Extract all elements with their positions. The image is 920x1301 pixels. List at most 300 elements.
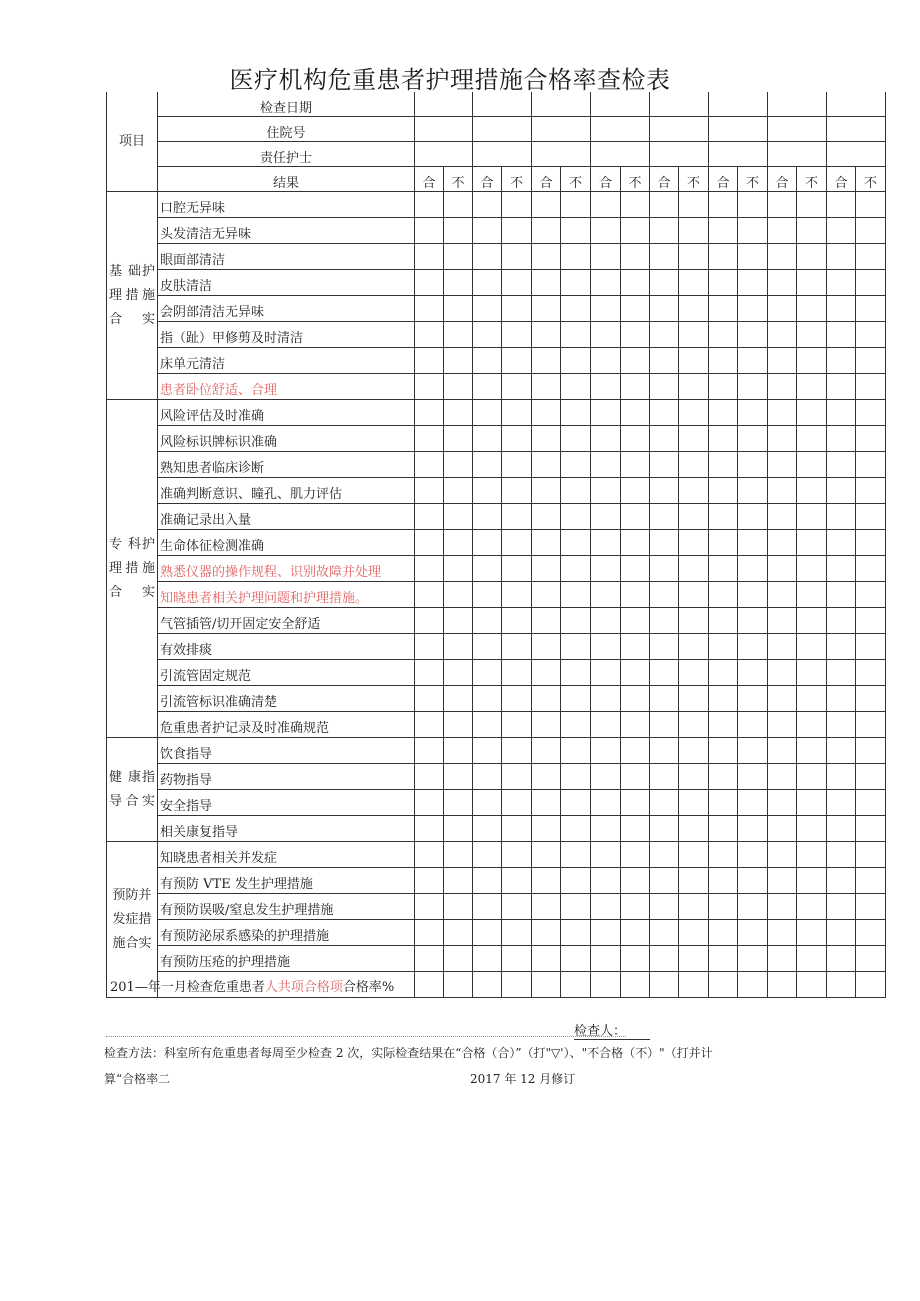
result-cell[interactable] <box>621 660 650 686</box>
result-cell[interactable] <box>650 452 679 478</box>
result-cell[interactable] <box>473 478 502 504</box>
result-cell[interactable] <box>856 218 886 244</box>
result-cell[interactable] <box>827 738 856 764</box>
result-cell[interactable] <box>738 348 768 374</box>
result-cell[interactable] <box>827 556 856 582</box>
result-cell[interactable] <box>561 920 591 946</box>
result-cell[interactable] <box>502 192 532 218</box>
result-cell[interactable] <box>797 400 827 426</box>
result-cell[interactable] <box>473 322 502 348</box>
result-cell[interactable] <box>709 322 738 348</box>
result-cell[interactable] <box>827 400 856 426</box>
result-cell[interactable] <box>561 452 591 478</box>
result-cell[interactable] <box>415 946 444 972</box>
date-cell[interactable] <box>650 92 709 117</box>
result-cell[interactable] <box>561 426 591 452</box>
result-cell[interactable] <box>415 842 444 868</box>
result-cell[interactable] <box>591 790 621 816</box>
result-cell[interactable] <box>621 530 650 556</box>
result-cell[interactable] <box>797 296 827 322</box>
result-cell[interactable] <box>473 504 502 530</box>
admission-cell[interactable] <box>415 117 473 142</box>
result-cell[interactable] <box>502 244 532 270</box>
nurse-cell[interactable] <box>473 142 532 167</box>
result-cell[interactable] <box>621 348 650 374</box>
result-cell[interactable] <box>444 322 473 348</box>
result-cell[interactable] <box>709 400 738 426</box>
result-cell[interactable] <box>738 426 768 452</box>
result-cell[interactable] <box>444 374 473 400</box>
result-cell[interactable] <box>827 374 856 400</box>
result-cell[interactable] <box>591 478 621 504</box>
result-cell[interactable] <box>768 270 797 296</box>
result-cell[interactable] <box>797 790 827 816</box>
result-cell[interactable] <box>856 608 886 634</box>
result-cell[interactable] <box>532 972 561 998</box>
result-cell[interactable] <box>415 816 444 842</box>
admission-cell[interactable] <box>650 117 709 142</box>
result-cell[interactable] <box>738 894 768 920</box>
result-cell[interactable] <box>768 478 797 504</box>
result-cell[interactable] <box>444 452 473 478</box>
admission-cell[interactable] <box>768 117 827 142</box>
result-cell[interactable] <box>532 400 561 426</box>
result-cell[interactable] <box>650 764 679 790</box>
result-cell[interactable] <box>415 244 444 270</box>
result-cell[interactable] <box>650 816 679 842</box>
result-cell[interactable] <box>679 790 709 816</box>
result-cell[interactable] <box>502 452 532 478</box>
result-cell[interactable] <box>827 894 856 920</box>
result-cell[interactable] <box>561 296 591 322</box>
result-cell[interactable] <box>650 556 679 582</box>
result-cell[interactable] <box>827 660 856 686</box>
result-cell[interactable] <box>502 400 532 426</box>
result-cell[interactable] <box>473 660 502 686</box>
result-cell[interactable] <box>709 218 738 244</box>
result-cell[interactable] <box>473 894 502 920</box>
result-cell[interactable] <box>591 972 621 998</box>
result-cell[interactable] <box>797 452 827 478</box>
result-cell[interactable] <box>650 920 679 946</box>
result-cell[interactable] <box>532 712 561 738</box>
nurse-cell[interactable] <box>650 142 709 167</box>
result-cell[interactable] <box>797 426 827 452</box>
result-cell[interactable] <box>444 894 473 920</box>
result-cell[interactable] <box>591 816 621 842</box>
result-cell[interactable] <box>650 348 679 374</box>
result-cell[interactable] <box>561 634 591 660</box>
result-cell[interactable] <box>621 816 650 842</box>
result-cell[interactable] <box>473 218 502 244</box>
result-cell[interactable] <box>650 946 679 972</box>
result-cell[interactable] <box>502 972 532 998</box>
result-cell[interactable] <box>709 634 738 660</box>
result-cell[interactable] <box>415 608 444 634</box>
result-cell[interactable] <box>650 322 679 348</box>
result-cell[interactable] <box>444 504 473 530</box>
result-cell[interactable] <box>709 348 738 374</box>
result-cell[interactable] <box>650 660 679 686</box>
nurse-cell[interactable] <box>591 142 650 167</box>
result-cell[interactable] <box>768 218 797 244</box>
result-cell[interactable] <box>709 608 738 634</box>
result-cell[interactable] <box>709 790 738 816</box>
result-cell[interactable] <box>738 582 768 608</box>
result-cell[interactable] <box>591 530 621 556</box>
result-cell[interactable] <box>621 608 650 634</box>
result-cell[interactable] <box>591 556 621 582</box>
result-cell[interactable] <box>738 634 768 660</box>
result-cell[interactable] <box>561 582 591 608</box>
result-cell[interactable] <box>621 504 650 530</box>
result-cell[interactable] <box>797 374 827 400</box>
result-cell[interactable] <box>679 816 709 842</box>
result-cell[interactable] <box>591 712 621 738</box>
result-cell[interactable] <box>415 270 444 296</box>
result-cell[interactable] <box>650 894 679 920</box>
result-cell[interactable] <box>679 868 709 894</box>
result-cell[interactable] <box>827 608 856 634</box>
result-cell[interactable] <box>797 894 827 920</box>
result-cell[interactable] <box>856 556 886 582</box>
result-cell[interactable] <box>827 946 856 972</box>
result-cell[interactable] <box>709 712 738 738</box>
result-cell[interactable] <box>709 686 738 712</box>
result-cell[interactable] <box>679 452 709 478</box>
result-cell[interactable] <box>444 556 473 582</box>
result-cell[interactable] <box>415 374 444 400</box>
result-cell[interactable] <box>621 634 650 660</box>
result-cell[interactable] <box>797 634 827 660</box>
result-cell[interactable] <box>797 192 827 218</box>
result-cell[interactable] <box>738 738 768 764</box>
result-cell[interactable] <box>415 192 444 218</box>
result-cell[interactable] <box>591 660 621 686</box>
result-cell[interactable] <box>650 270 679 296</box>
result-cell[interactable] <box>444 244 473 270</box>
result-cell[interactable] <box>768 816 797 842</box>
result-cell[interactable] <box>561 374 591 400</box>
result-cell[interactable] <box>561 478 591 504</box>
result-cell[interactable] <box>856 530 886 556</box>
result-cell[interactable] <box>502 946 532 972</box>
result-cell[interactable] <box>768 348 797 374</box>
result-cell[interactable] <box>768 608 797 634</box>
nurse-cell[interactable] <box>532 142 591 167</box>
result-cell[interactable] <box>768 660 797 686</box>
result-cell[interactable] <box>856 686 886 712</box>
result-cell[interactable] <box>532 296 561 322</box>
result-cell[interactable] <box>827 868 856 894</box>
result-cell[interactable] <box>591 764 621 790</box>
admission-cell[interactable] <box>591 117 650 142</box>
result-cell[interactable] <box>768 530 797 556</box>
result-cell[interactable] <box>856 920 886 946</box>
result-cell[interactable] <box>502 764 532 790</box>
result-cell[interactable] <box>415 920 444 946</box>
result-cell[interactable] <box>502 868 532 894</box>
result-cell[interactable] <box>621 764 650 790</box>
result-cell[interactable] <box>532 608 561 634</box>
result-cell[interactable] <box>591 348 621 374</box>
result-cell[interactable] <box>650 426 679 452</box>
result-cell[interactable] <box>797 946 827 972</box>
result-cell[interactable] <box>709 946 738 972</box>
result-cell[interactable] <box>561 218 591 244</box>
result-cell[interactable] <box>591 426 621 452</box>
result-cell[interactable] <box>532 218 561 244</box>
result-cell[interactable] <box>444 426 473 452</box>
result-cell[interactable] <box>738 842 768 868</box>
result-cell[interactable] <box>679 400 709 426</box>
result-cell[interactable] <box>650 686 679 712</box>
result-cell[interactable] <box>738 244 768 270</box>
result-cell[interactable] <box>827 348 856 374</box>
result-cell[interactable] <box>561 556 591 582</box>
result-cell[interactable] <box>415 894 444 920</box>
result-cell[interactable] <box>532 348 561 374</box>
result-cell[interactable] <box>502 218 532 244</box>
result-cell[interactable] <box>827 452 856 478</box>
result-cell[interactable] <box>679 712 709 738</box>
result-cell[interactable] <box>502 270 532 296</box>
result-cell[interactable] <box>768 738 797 764</box>
result-cell[interactable] <box>621 868 650 894</box>
result-cell[interactable] <box>621 790 650 816</box>
result-cell[interactable] <box>738 920 768 946</box>
result-cell[interactable] <box>768 244 797 270</box>
result-cell[interactable] <box>444 920 473 946</box>
date-cell[interactable] <box>709 92 768 117</box>
result-cell[interactable] <box>738 686 768 712</box>
result-cell[interactable] <box>738 530 768 556</box>
result-cell[interactable] <box>591 582 621 608</box>
result-cell[interactable] <box>856 504 886 530</box>
result-cell[interactable] <box>827 686 856 712</box>
result-cell[interactable] <box>444 790 473 816</box>
result-cell[interactable] <box>797 348 827 374</box>
result-cell[interactable] <box>738 660 768 686</box>
result-cell[interactable] <box>591 738 621 764</box>
result-cell[interactable] <box>561 244 591 270</box>
result-cell[interactable] <box>827 270 856 296</box>
result-cell[interactable] <box>709 478 738 504</box>
result-cell[interactable] <box>738 504 768 530</box>
result-cell[interactable] <box>650 504 679 530</box>
result-cell[interactable] <box>561 842 591 868</box>
result-cell[interactable] <box>768 452 797 478</box>
result-cell[interactable] <box>591 374 621 400</box>
result-cell[interactable] <box>502 738 532 764</box>
result-cell[interactable] <box>502 894 532 920</box>
date-cell[interactable] <box>473 92 532 117</box>
result-cell[interactable] <box>473 790 502 816</box>
result-cell[interactable] <box>532 920 561 946</box>
result-cell[interactable] <box>473 842 502 868</box>
result-cell[interactable] <box>502 322 532 348</box>
result-cell[interactable] <box>561 816 591 842</box>
result-cell[interactable] <box>444 608 473 634</box>
result-cell[interactable] <box>621 972 650 998</box>
result-cell[interactable] <box>738 816 768 842</box>
date-cell[interactable] <box>768 92 827 117</box>
result-cell[interactable] <box>473 634 502 660</box>
result-cell[interactable] <box>532 894 561 920</box>
result-cell[interactable] <box>621 556 650 582</box>
result-cell[interactable] <box>738 218 768 244</box>
result-cell[interactable] <box>827 842 856 868</box>
result-cell[interactable] <box>561 400 591 426</box>
result-cell[interactable] <box>827 712 856 738</box>
result-cell[interactable] <box>856 244 886 270</box>
date-cell[interactable] <box>532 92 591 117</box>
result-cell[interactable] <box>856 634 886 660</box>
result-cell[interactable] <box>679 686 709 712</box>
result-cell[interactable] <box>415 530 444 556</box>
result-cell[interactable] <box>679 478 709 504</box>
result-cell[interactable] <box>415 868 444 894</box>
result-cell[interactable] <box>561 348 591 374</box>
result-cell[interactable] <box>621 322 650 348</box>
result-cell[interactable] <box>532 582 561 608</box>
result-cell[interactable] <box>768 686 797 712</box>
result-cell[interactable] <box>502 426 532 452</box>
result-cell[interactable] <box>532 686 561 712</box>
result-cell[interactable] <box>856 322 886 348</box>
result-cell[interactable] <box>679 374 709 400</box>
result-cell[interactable] <box>856 478 886 504</box>
result-cell[interactable] <box>856 712 886 738</box>
result-cell[interactable] <box>502 686 532 712</box>
result-cell[interactable] <box>502 608 532 634</box>
result-cell[interactable] <box>679 504 709 530</box>
result-cell[interactable] <box>502 556 532 582</box>
result-cell[interactable] <box>502 842 532 868</box>
result-cell[interactable] <box>532 426 561 452</box>
result-cell[interactable] <box>650 868 679 894</box>
result-cell[interactable] <box>415 504 444 530</box>
result-cell[interactable] <box>444 296 473 322</box>
result-cell[interactable] <box>561 660 591 686</box>
result-cell[interactable] <box>679 738 709 764</box>
result-cell[interactable] <box>738 400 768 426</box>
result-cell[interactable] <box>856 270 886 296</box>
result-cell[interactable] <box>768 920 797 946</box>
result-cell[interactable] <box>561 686 591 712</box>
result-cell[interactable] <box>768 192 797 218</box>
result-cell[interactable] <box>532 374 561 400</box>
result-cell[interactable] <box>591 452 621 478</box>
result-cell[interactable] <box>561 764 591 790</box>
result-cell[interactable] <box>532 244 561 270</box>
result-cell[interactable] <box>768 842 797 868</box>
result-cell[interactable] <box>473 426 502 452</box>
result-cell[interactable] <box>797 764 827 790</box>
result-cell[interactable] <box>561 530 591 556</box>
result-cell[interactable] <box>768 504 797 530</box>
result-cell[interactable] <box>532 530 561 556</box>
result-cell[interactable] <box>797 660 827 686</box>
result-cell[interactable] <box>768 582 797 608</box>
result-cell[interactable] <box>679 348 709 374</box>
result-cell[interactable] <box>591 192 621 218</box>
result-cell[interactable] <box>827 582 856 608</box>
result-cell[interactable] <box>768 296 797 322</box>
result-cell[interactable] <box>561 946 591 972</box>
result-cell[interactable] <box>444 842 473 868</box>
result-cell[interactable] <box>502 478 532 504</box>
result-cell[interactable] <box>591 400 621 426</box>
result-cell[interactable] <box>856 660 886 686</box>
result-cell[interactable] <box>444 348 473 374</box>
result-cell[interactable] <box>738 946 768 972</box>
result-cell[interactable] <box>797 322 827 348</box>
result-cell[interactable] <box>502 296 532 322</box>
result-cell[interactable] <box>827 920 856 946</box>
result-cell[interactable] <box>679 582 709 608</box>
result-cell[interactable] <box>827 426 856 452</box>
result-cell[interactable] <box>797 712 827 738</box>
result-cell[interactable] <box>561 270 591 296</box>
result-cell[interactable] <box>679 894 709 920</box>
result-cell[interactable] <box>444 686 473 712</box>
result-cell[interactable] <box>768 322 797 348</box>
result-cell[interactable] <box>502 348 532 374</box>
result-cell[interactable] <box>709 764 738 790</box>
result-cell[interactable] <box>473 712 502 738</box>
result-cell[interactable] <box>621 374 650 400</box>
result-cell[interactable] <box>768 556 797 582</box>
result-cell[interactable] <box>768 972 797 998</box>
result-cell[interactable] <box>621 192 650 218</box>
result-cell[interactable] <box>415 218 444 244</box>
result-cell[interactable] <box>650 738 679 764</box>
result-cell[interactable] <box>473 764 502 790</box>
result-cell[interactable] <box>709 244 738 270</box>
result-cell[interactable] <box>827 972 856 998</box>
result-cell[interactable] <box>502 530 532 556</box>
result-cell[interactable] <box>709 296 738 322</box>
result-cell[interactable] <box>444 764 473 790</box>
result-cell[interactable] <box>709 504 738 530</box>
result-cell[interactable] <box>473 686 502 712</box>
result-cell[interactable] <box>797 478 827 504</box>
result-cell[interactable] <box>444 478 473 504</box>
result-cell[interactable] <box>473 530 502 556</box>
result-cell[interactable] <box>650 972 679 998</box>
result-cell[interactable] <box>738 972 768 998</box>
result-cell[interactable] <box>738 868 768 894</box>
result-cell[interactable] <box>561 504 591 530</box>
result-cell[interactable] <box>768 400 797 426</box>
result-cell[interactable] <box>561 608 591 634</box>
result-cell[interactable] <box>532 634 561 660</box>
result-cell[interactable] <box>797 608 827 634</box>
result-cell[interactable] <box>532 790 561 816</box>
result-cell[interactable] <box>709 660 738 686</box>
result-cell[interactable] <box>415 972 444 998</box>
result-cell[interactable] <box>827 764 856 790</box>
result-cell[interactable] <box>827 816 856 842</box>
result-cell[interactable] <box>856 972 886 998</box>
result-cell[interactable] <box>709 816 738 842</box>
result-cell[interactable] <box>502 790 532 816</box>
result-cell[interactable] <box>415 582 444 608</box>
admission-cell[interactable] <box>709 117 768 142</box>
result-cell[interactable] <box>709 738 738 764</box>
result-cell[interactable] <box>679 608 709 634</box>
